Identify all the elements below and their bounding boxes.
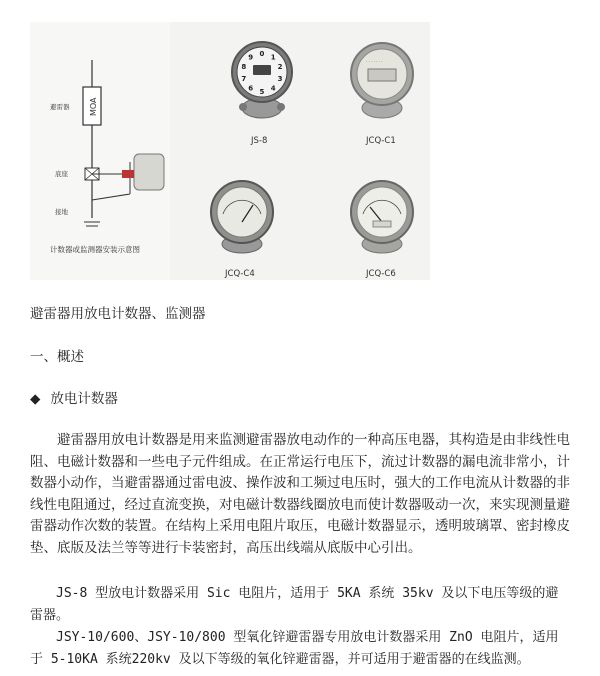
dial-digit: 8	[241, 63, 247, 72]
subsection-label: 放电计数器	[50, 391, 118, 407]
arrester-label: 避雷器	[50, 103, 70, 111]
device-label-jcq-c4: JCQ-C4	[225, 269, 255, 279]
svg-text:· · · · · · ·: · · · · · · ·	[366, 59, 383, 64]
schematic-caption: 计数器或监测器安装示意图	[50, 245, 140, 254]
dial-digit: 6	[248, 84, 254, 93]
counter-device-sketch	[134, 154, 164, 190]
subsection-heading	[30, 387, 118, 407]
diamond-bullet-icon: ◆	[30, 391, 41, 407]
js8-device	[232, 42, 292, 118]
jcq-c1-device	[351, 43, 413, 118]
dial-digit: 7	[241, 74, 247, 83]
paragraph-jsy: JSY-10/600、JSY-10/800 型氧化锌避雷器专用放电计数器采用 ZnO 电阻片，适用于 5-10KA 系统220kv 及以下等级的氧化锌避雷器，并可适用于避雷器的在线监测。	[30, 630, 559, 667]
paragraph-overview: 避雷器用放电计数器是用来监测避雷器放电动作的一种高压电器，其构造是由非线性电阻、电磁计数器和一些电子元件组成。在正常运行电压下，流过计数器的漏电流非常小，计数器小动作，当避雷器通过雷电波、操作波和工频过电压时，强大的工作电流从计数器的非线性电阻通过，经过直流变换，对电磁计数器线圈放电而使计数器吸动一次，来实现测量避雷器动作次数的装置。在结构上采用电阻片取压，电磁计数器显示，透明玻璃罩、密封橡皮垫、底版及法兰等等进行卡装密封，高压出线端从底版中心引出。	[30, 432, 570, 556]
counter-connector	[122, 170, 134, 178]
dial-digit: 3	[277, 74, 283, 83]
device-label-jcq-c6: JCQ-C6	[366, 269, 396, 279]
moa-label: MOA	[89, 97, 98, 116]
dial-digit: 5	[259, 88, 265, 96]
paragraph-js8: JS-8 型放电计数器采用 Sic 电阻片，适用于 5KA 系统 35kv 及以下电压等级的避雷器。	[30, 586, 559, 623]
product-figure	[30, 22, 430, 280]
product-figure-drawing	[30, 22, 430, 280]
jcq-c6-counter-window	[373, 221, 391, 227]
dial-digit: 1	[270, 53, 276, 62]
page-title: 避雷器用放电计数器、监测器	[30, 306, 206, 322]
ground-label: 接地	[55, 208, 68, 216]
schematic-panel	[30, 22, 170, 280]
dial-digit: 9	[248, 53, 254, 62]
dial-digit: 4	[270, 84, 276, 93]
dial-digit: 2	[277, 63, 283, 72]
device-label-js8: JS-8	[251, 136, 268, 146]
dial-digit: 0	[259, 50, 265, 58]
jcq-c1-counter-window	[368, 69, 396, 81]
section-heading: 一、概述	[30, 349, 84, 365]
jcq-c6-device	[351, 181, 413, 253]
js8-counter-window	[253, 65, 271, 75]
base-label: 底座	[55, 170, 68, 178]
device-label-jcq-c1: JCQ-C1	[366, 136, 396, 146]
jcq-c4-device	[211, 181, 273, 253]
